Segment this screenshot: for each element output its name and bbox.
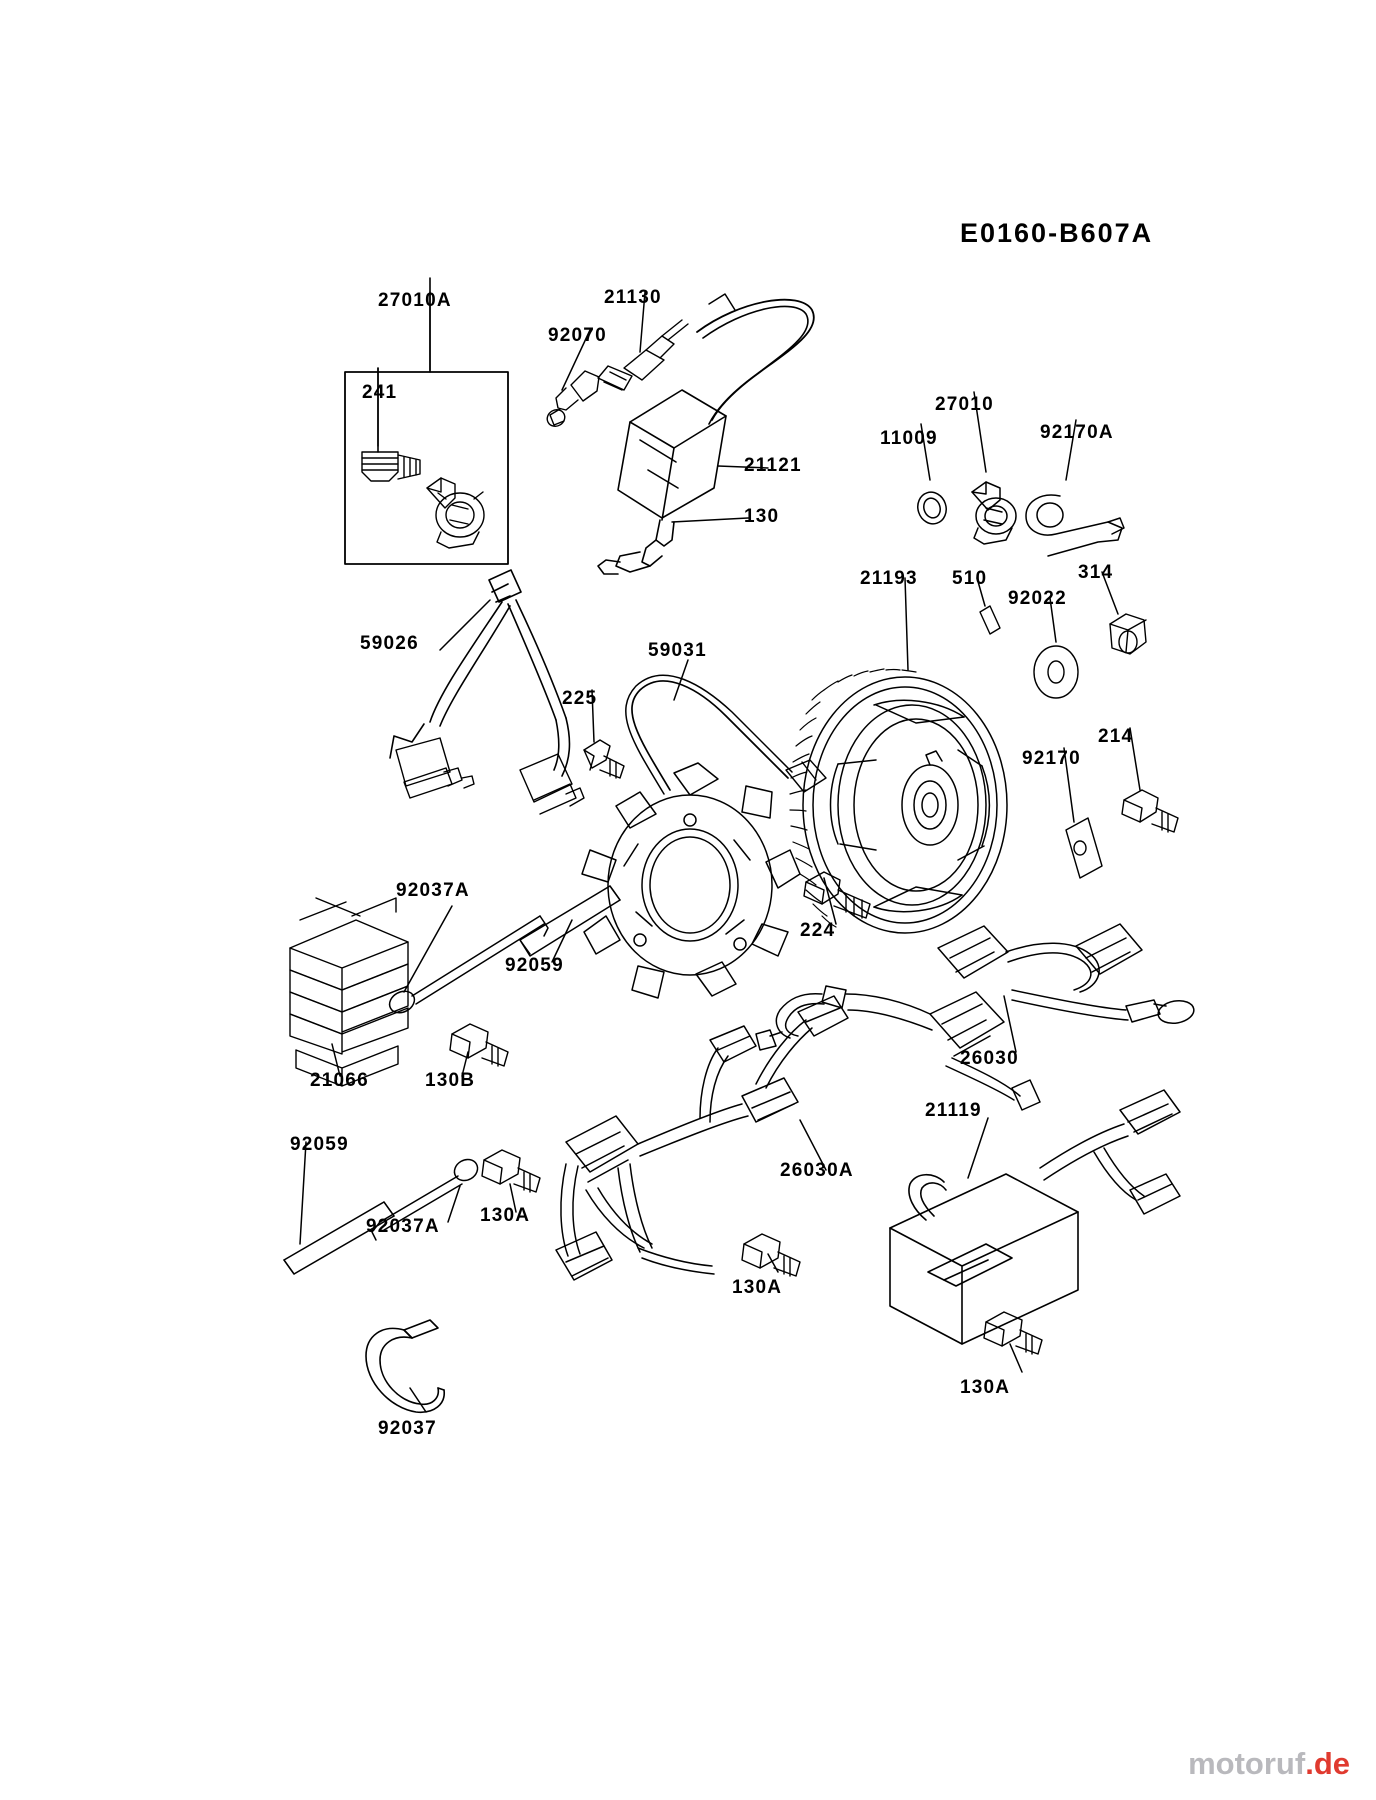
callout-130A-right: 130A [960, 1377, 1011, 1398]
diagram-code: E0160-B607A [960, 218, 1154, 248]
callout-130: 130 [744, 506, 780, 527]
callout-11009: 11009 [880, 428, 938, 449]
callout-130A-left: 130A [480, 1205, 531, 1226]
callout-92037: 92037 [378, 1418, 437, 1439]
callout-130A-middle: 130A [732, 1277, 783, 1298]
callout-59026: 59026 [360, 633, 419, 654]
callout-59031: 59031 [648, 640, 707, 661]
callout-21121: 21121 [744, 455, 802, 476]
callout-26030: 26030 [960, 1048, 1019, 1069]
callout-92070: 92070 [548, 325, 607, 346]
callout-130B: 130B [425, 1070, 476, 1091]
watermark-suffix: .de [1305, 1746, 1350, 1781]
watermark-text: motoruf [1188, 1746, 1306, 1781]
callout-92037A-lower: 92037A [366, 1216, 440, 1237]
callout-92022: 92022 [1008, 588, 1067, 609]
callout-92059-upper: 92059 [505, 955, 564, 976]
watermark [1188, 1746, 1350, 1782]
callout-27010A: 27010A [378, 290, 452, 311]
callout-224: 224 [800, 920, 836, 941]
callout-92170A: 92170A [1040, 422, 1114, 443]
callout-92037A-upper: 92037A [396, 880, 470, 901]
callout-27010: 27010 [935, 394, 994, 415]
callout-214: 214 [1098, 726, 1134, 747]
callout-314: 314 [1078, 562, 1114, 583]
callout-92170: 92170 [1022, 748, 1081, 769]
callout-241: 241 [362, 382, 398, 403]
callout-21193: 21193 [860, 568, 918, 589]
callout-510: 510 [952, 568, 988, 589]
callout-21066: 21066 [310, 1070, 369, 1091]
callout-21130: 21130 [604, 287, 662, 308]
callout-225: 225 [562, 688, 598, 709]
callout-26030A: 26030A [780, 1160, 854, 1181]
callout-21119: 21119 [925, 1100, 982, 1121]
callout-92059-lower: 92059 [290, 1134, 349, 1155]
